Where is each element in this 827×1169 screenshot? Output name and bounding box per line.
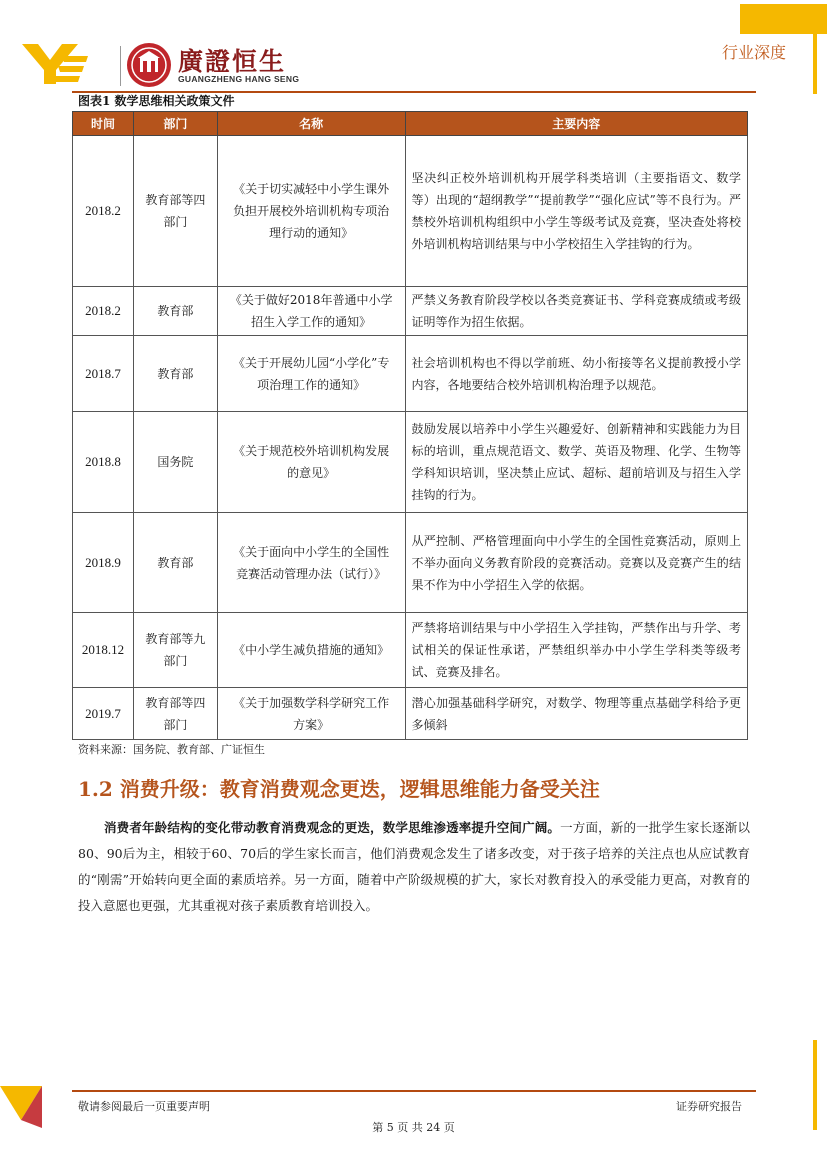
- brand-name-cn: 廣證恒生: [178, 47, 287, 76]
- cell-name: 《关于面向中小学生的全国性竞赛活动管理办法（试行）》: [217, 513, 405, 613]
- cell-content: 坚决纠正校外培训机构开展学科类培训（主要指语文、数学等）出现的“超纲教学”“提前教学”“强化应试”等不良行为。严禁校外培训机构组织中小学生等级考试及竞赛，坚决查处将校外培训机构培训结果与中小学校招生入学挂钩的行为。: [405, 136, 747, 287]
- col-header-name: 名称: [217, 112, 405, 136]
- cell-content: 社会培训机构也不得以学前班、幼小衔接等名义提前教授小学内容，各地要结合校外培训机构治理予以规范。: [405, 336, 747, 412]
- cell-content: 严禁义务教育阶段学校以各类竞赛证书、学科竞赛成绩或考级证明等作为招生依据。: [405, 287, 747, 336]
- cell-name: 《关于开展幼儿园“小学化”专项治理工作的通知》: [217, 336, 405, 412]
- cell-name: 《关于做好2018年普通中小学招生入学工作的通知》: [217, 287, 405, 336]
- header-side-bar: [813, 34, 817, 94]
- table-row: [73, 136, 748, 287]
- cell-content: 从严控制、严格管理面向中小学生的全国性竞赛活动，原则上不举办面向义务教育阶段的竞赛活动。竞赛以及竞赛产生的结果不作为中小学招生入学的依据。: [405, 513, 747, 613]
- cell-content: 严禁将培训结果与中小学招生入学挂钩，严禁作出与升学、考试相关的保证性承诺，严禁组织举办中小学生学科类等级考试、竞赛及排名。: [405, 613, 747, 688]
- footer-disclaimer: 敬请参阅最后一页重要声明: [78, 1100, 210, 1113]
- policy-table: [72, 111, 748, 740]
- cell-name: 《关于规范校外培训机构发展的意见》: [217, 412, 405, 513]
- logo-divider: [120, 46, 121, 86]
- report-type-tag: 行业深度: [722, 43, 787, 62]
- table-row: [73, 613, 748, 688]
- seal-icon: [126, 42, 172, 88]
- corner-accent: [740, 4, 827, 34]
- figure-source: 资料来源：国务院、教育部、广证恒生: [78, 743, 265, 756]
- cell-time: 2018.2: [73, 136, 134, 287]
- cell-dept: 教育部等四部门: [133, 688, 217, 740]
- cell-time: 2018.7: [73, 336, 134, 412]
- cell-dept: 教育部: [133, 513, 217, 613]
- cell-time: 2018.9: [73, 513, 134, 613]
- cell-name: 《关于切实减轻中小学生课外负担开展校外培训机构专项治理行动的通知》: [217, 136, 405, 287]
- col-header-time: 时间: [73, 112, 134, 136]
- page-number: 第 5 页 共 24 页: [372, 1121, 455, 1134]
- cell-content: 潜心加强基础科学研究，对数学、物理等重点基础学科给予更多倾斜: [405, 688, 747, 740]
- table-row: [73, 336, 748, 412]
- table-row: [73, 688, 748, 740]
- cell-time: 2018.12: [73, 613, 134, 688]
- footer-side-bar: [813, 1040, 817, 1130]
- cell-dept: 教育部: [133, 336, 217, 412]
- table-row: [73, 513, 748, 613]
- figure-title: 图表1 数学思维相关政策文件: [78, 94, 235, 108]
- cell-dept: 教育部等四部门: [133, 136, 217, 287]
- col-header-content: 主要内容: [405, 112, 747, 136]
- cell-name: 《关于加强数学科学研究工作方案》: [217, 688, 405, 740]
- cell-dept: 教育部等九部门: [133, 613, 217, 688]
- brand-name-en: GUANGZHENG HANG SENG: [178, 74, 300, 84]
- cell-time: 2019.7: [73, 688, 134, 740]
- table-row: [73, 287, 748, 336]
- header-logo: [22, 42, 322, 88]
- footer-rule: [72, 1090, 756, 1092]
- cell-content: 鼓励发展以培养中小学生兴趣爱好、创新精神和实践能力为目标的培训，重点规范语文、数学、英语及物理、化学、生物等学科知识培训，坚决禁止应试、超标、超前培训及与招生入学挂钩的行为。: [405, 412, 747, 513]
- cell-dept: 教育部: [133, 287, 217, 336]
- section-heading: 1.2 消费升级：教育消费观念更迭，逻辑思维能力备受关注: [78, 777, 600, 801]
- cell-time: 2018.8: [73, 412, 134, 513]
- table-row: [73, 412, 748, 513]
- paragraph-body: 一方面，新的一批学生家长逐渐以80、90后为主，相较于60、70后的学生家长而言，他们消费观念发生了诸多改变，对于孩子培养的关注点也从应试教育的“刚需”开始转向更全面的素质培养。另一方面，随着中产阶级规模的扩大，家长对教育投入的承受能力更高，对教育的投入意愿也更强，尤其重视对孩子素质教育培训投入。: [78, 820, 750, 913]
- table-header-row: [73, 112, 748, 136]
- col-header-dept: 部门: [133, 112, 217, 136]
- cell-time: 2018.2: [73, 287, 134, 336]
- paragraph-lead: 消费者年龄结构的变化带动教育消费观念的更迭，数学思维渗透率提升空间广阔。: [104, 820, 561, 835]
- footer-report-label: 证券研究报告: [676, 1100, 742, 1113]
- ye-logo-icon: [22, 42, 88, 86]
- cell-dept: 国务院: [133, 412, 217, 513]
- cell-name: 《中小学生减负措施的通知》: [217, 613, 405, 688]
- body-paragraph: [78, 815, 750, 919]
